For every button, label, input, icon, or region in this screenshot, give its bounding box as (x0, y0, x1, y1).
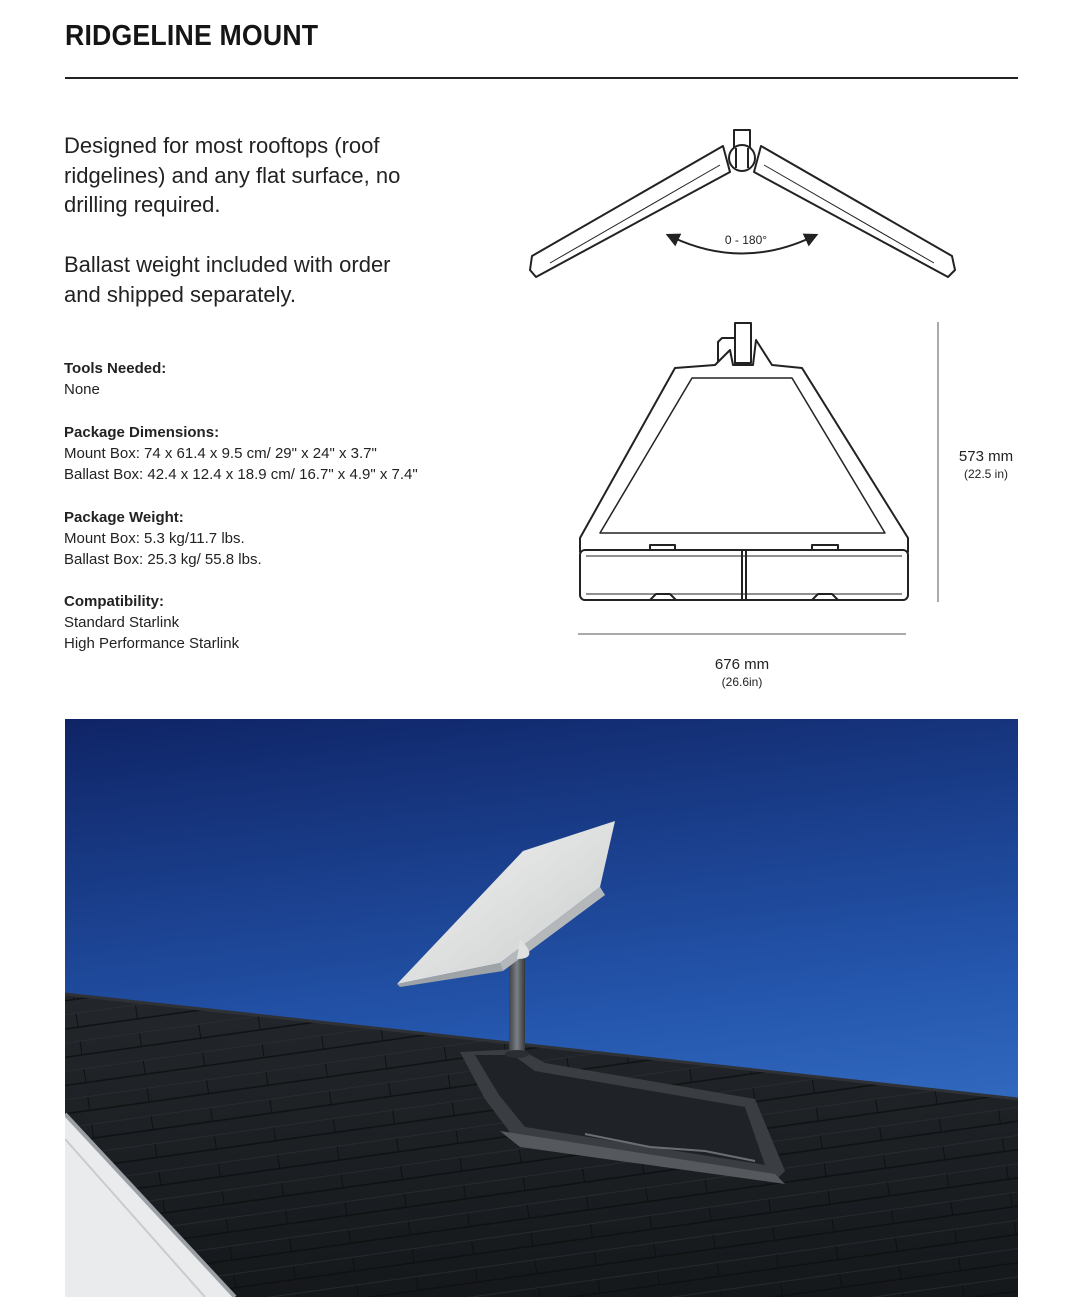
intro-description: Designed for most rooftops (roof ridgelines) and any flat surface, no drilling required. (64, 133, 401, 217)
height-in: (22.5 in) (963, 467, 1009, 481)
width-mm: 676 mm (714, 656, 770, 673)
side-view-hinge-diagram (530, 130, 955, 277)
spec-dimensions-mount: Mount Box: 74 x 61.4 x 9.5 cm/ 29" x 24" x 3.7" (64, 445, 377, 462)
front-view-frame-diagram (580, 323, 908, 600)
spec-tools-value: None (64, 381, 100, 398)
spec-weight-ballast: Ballast Box: 25.3 kg/ 55.8 lbs. (64, 551, 262, 568)
width-in: (26.6in) (721, 675, 763, 689)
spec-dimensions (64, 422, 484, 485)
spec-weight-heading: Package Weight: (64, 509, 184, 526)
height-dimension-label (946, 448, 1026, 481)
title-divider (65, 77, 1018, 79)
spec-weight-mount: Mount Box: 5.3 kg/11.7 lbs. (64, 530, 245, 547)
spec-compatibility-heading: Compatibility: (64, 593, 164, 610)
angle-label: 0 - 180° (724, 233, 768, 247)
spec-tools-heading: Tools Needed: (64, 360, 167, 377)
intro-ballast-note: Ballast weight included with order and shipped separately. (64, 252, 391, 307)
spec-compatibility-standard: Standard Starlink (64, 614, 180, 631)
spec-tools (64, 358, 484, 400)
mount-diagram (520, 120, 960, 640)
page-title: RIDGELINE MOUNT (65, 20, 319, 52)
spec-compatibility (64, 591, 484, 654)
width-dimension-label (692, 656, 792, 689)
spec-dimensions-ballast: Ballast Box: 42.4 x 12.4 x 18.9 cm/ 16.7" x 4.9" x 7.4" (64, 466, 418, 483)
spec-weight (64, 507, 484, 570)
rooftop-product-photo (65, 719, 1018, 1297)
spec-compatibility-high-performance: High Performance Starlink (64, 635, 240, 652)
spec-dimensions-heading: Package Dimensions: (64, 424, 220, 441)
height-mm: 573 mm (958, 448, 1014, 465)
